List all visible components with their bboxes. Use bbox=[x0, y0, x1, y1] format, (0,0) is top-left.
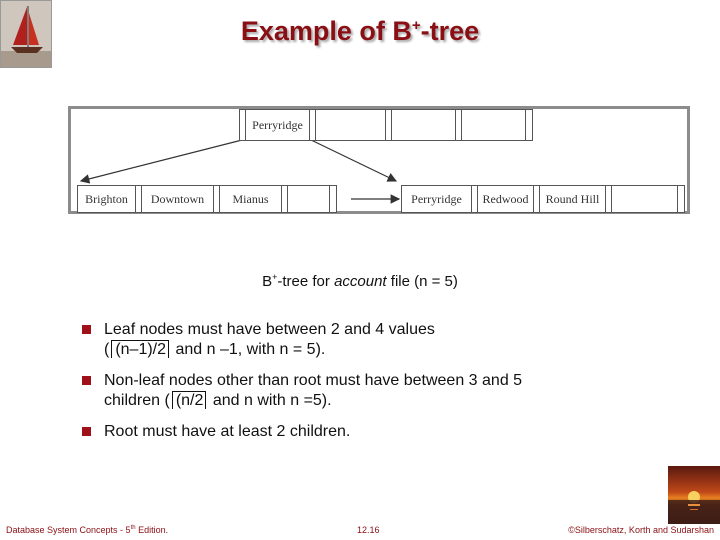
caption-italic: account bbox=[334, 273, 387, 290]
leaf-key: Brighton bbox=[78, 186, 136, 212]
leaf-key: Mianus bbox=[220, 186, 282, 212]
bullet-square-icon bbox=[82, 427, 91, 436]
leaf-key: Perryridge bbox=[402, 186, 472, 212]
leaf-key-empty bbox=[288, 186, 330, 212]
root-key-empty bbox=[392, 110, 456, 140]
leaf-key-empty bbox=[612, 186, 678, 212]
footer-book-sup: th bbox=[130, 525, 136, 531]
root-key-empty bbox=[462, 110, 526, 140]
arrow-to-leaf-2 bbox=[309, 139, 396, 181]
bullet-post: and n with n =5). bbox=[208, 392, 332, 409]
bullet-line: Root must have at least 2 children. bbox=[104, 423, 351, 440]
bullet-post: and n –1, with n = 5). bbox=[171, 341, 326, 358]
bullet-item bbox=[82, 371, 642, 411]
ceil-text: (n–1)/2 bbox=[115, 341, 167, 358]
bullet-line: Leaf nodes must have between 2 and 4 values bbox=[104, 321, 435, 338]
leaf-node-1 bbox=[77, 185, 337, 213]
caption-post: file (n = 5) bbox=[386, 273, 458, 290]
bullet-square-icon bbox=[82, 325, 91, 334]
pointer-cell bbox=[678, 186, 684, 212]
btree-figure bbox=[68, 106, 690, 214]
sunset-image bbox=[668, 466, 720, 524]
bullet-item bbox=[82, 320, 642, 360]
leaf-key: Downtown bbox=[142, 186, 214, 212]
pointer-cell bbox=[330, 186, 336, 212]
bullet-square-icon bbox=[82, 376, 91, 385]
pointer-cell bbox=[526, 110, 532, 140]
bullet-line-2 bbox=[104, 391, 642, 411]
footer-book-post: Edition. bbox=[135, 525, 169, 535]
leaf-node-2 bbox=[401, 185, 685, 213]
bullet-line-2 bbox=[104, 340, 642, 360]
page-number: 12.16 bbox=[357, 525, 380, 535]
slide-title bbox=[0, 16, 720, 47]
title-main: Example of B bbox=[240, 16, 412, 46]
root-key-1: Perryridge bbox=[246, 110, 310, 140]
ceiling-expression bbox=[172, 391, 207, 409]
figure-caption bbox=[0, 272, 720, 290]
leaf-key: Redwood bbox=[478, 186, 534, 212]
footer-copyright: ©Silberschatz, Korth and Sudarshan bbox=[568, 525, 714, 535]
ceil-close bbox=[168, 341, 169, 358]
ceiling-expression bbox=[111, 340, 169, 358]
bullet-list bbox=[82, 320, 642, 453]
caption-mid: -tree for bbox=[277, 273, 335, 290]
footer-book-pre: Database System Concepts - 5 bbox=[6, 525, 131, 535]
title-end: -tree bbox=[420, 16, 480, 46]
bullet-pre: ( bbox=[104, 341, 110, 358]
arrow-to-leaf-1 bbox=[81, 139, 246, 181]
title-sup: + bbox=[411, 17, 421, 34]
leaf-key: Round Hill bbox=[540, 186, 606, 212]
caption-sup: + bbox=[272, 272, 278, 282]
footer-book bbox=[6, 525, 168, 535]
bullet-item bbox=[82, 422, 642, 442]
bullet-line: Non-leaf nodes other than root must have between 3 and 5 bbox=[104, 372, 523, 389]
root-key-empty bbox=[316, 110, 386, 140]
caption-pre: B bbox=[262, 273, 273, 290]
ceil-close bbox=[205, 392, 206, 409]
root-node bbox=[239, 109, 533, 141]
sunset-icon bbox=[668, 466, 720, 524]
bullet-pre: children ( bbox=[104, 392, 170, 409]
ceil-text: (n/2 bbox=[175, 392, 204, 409]
